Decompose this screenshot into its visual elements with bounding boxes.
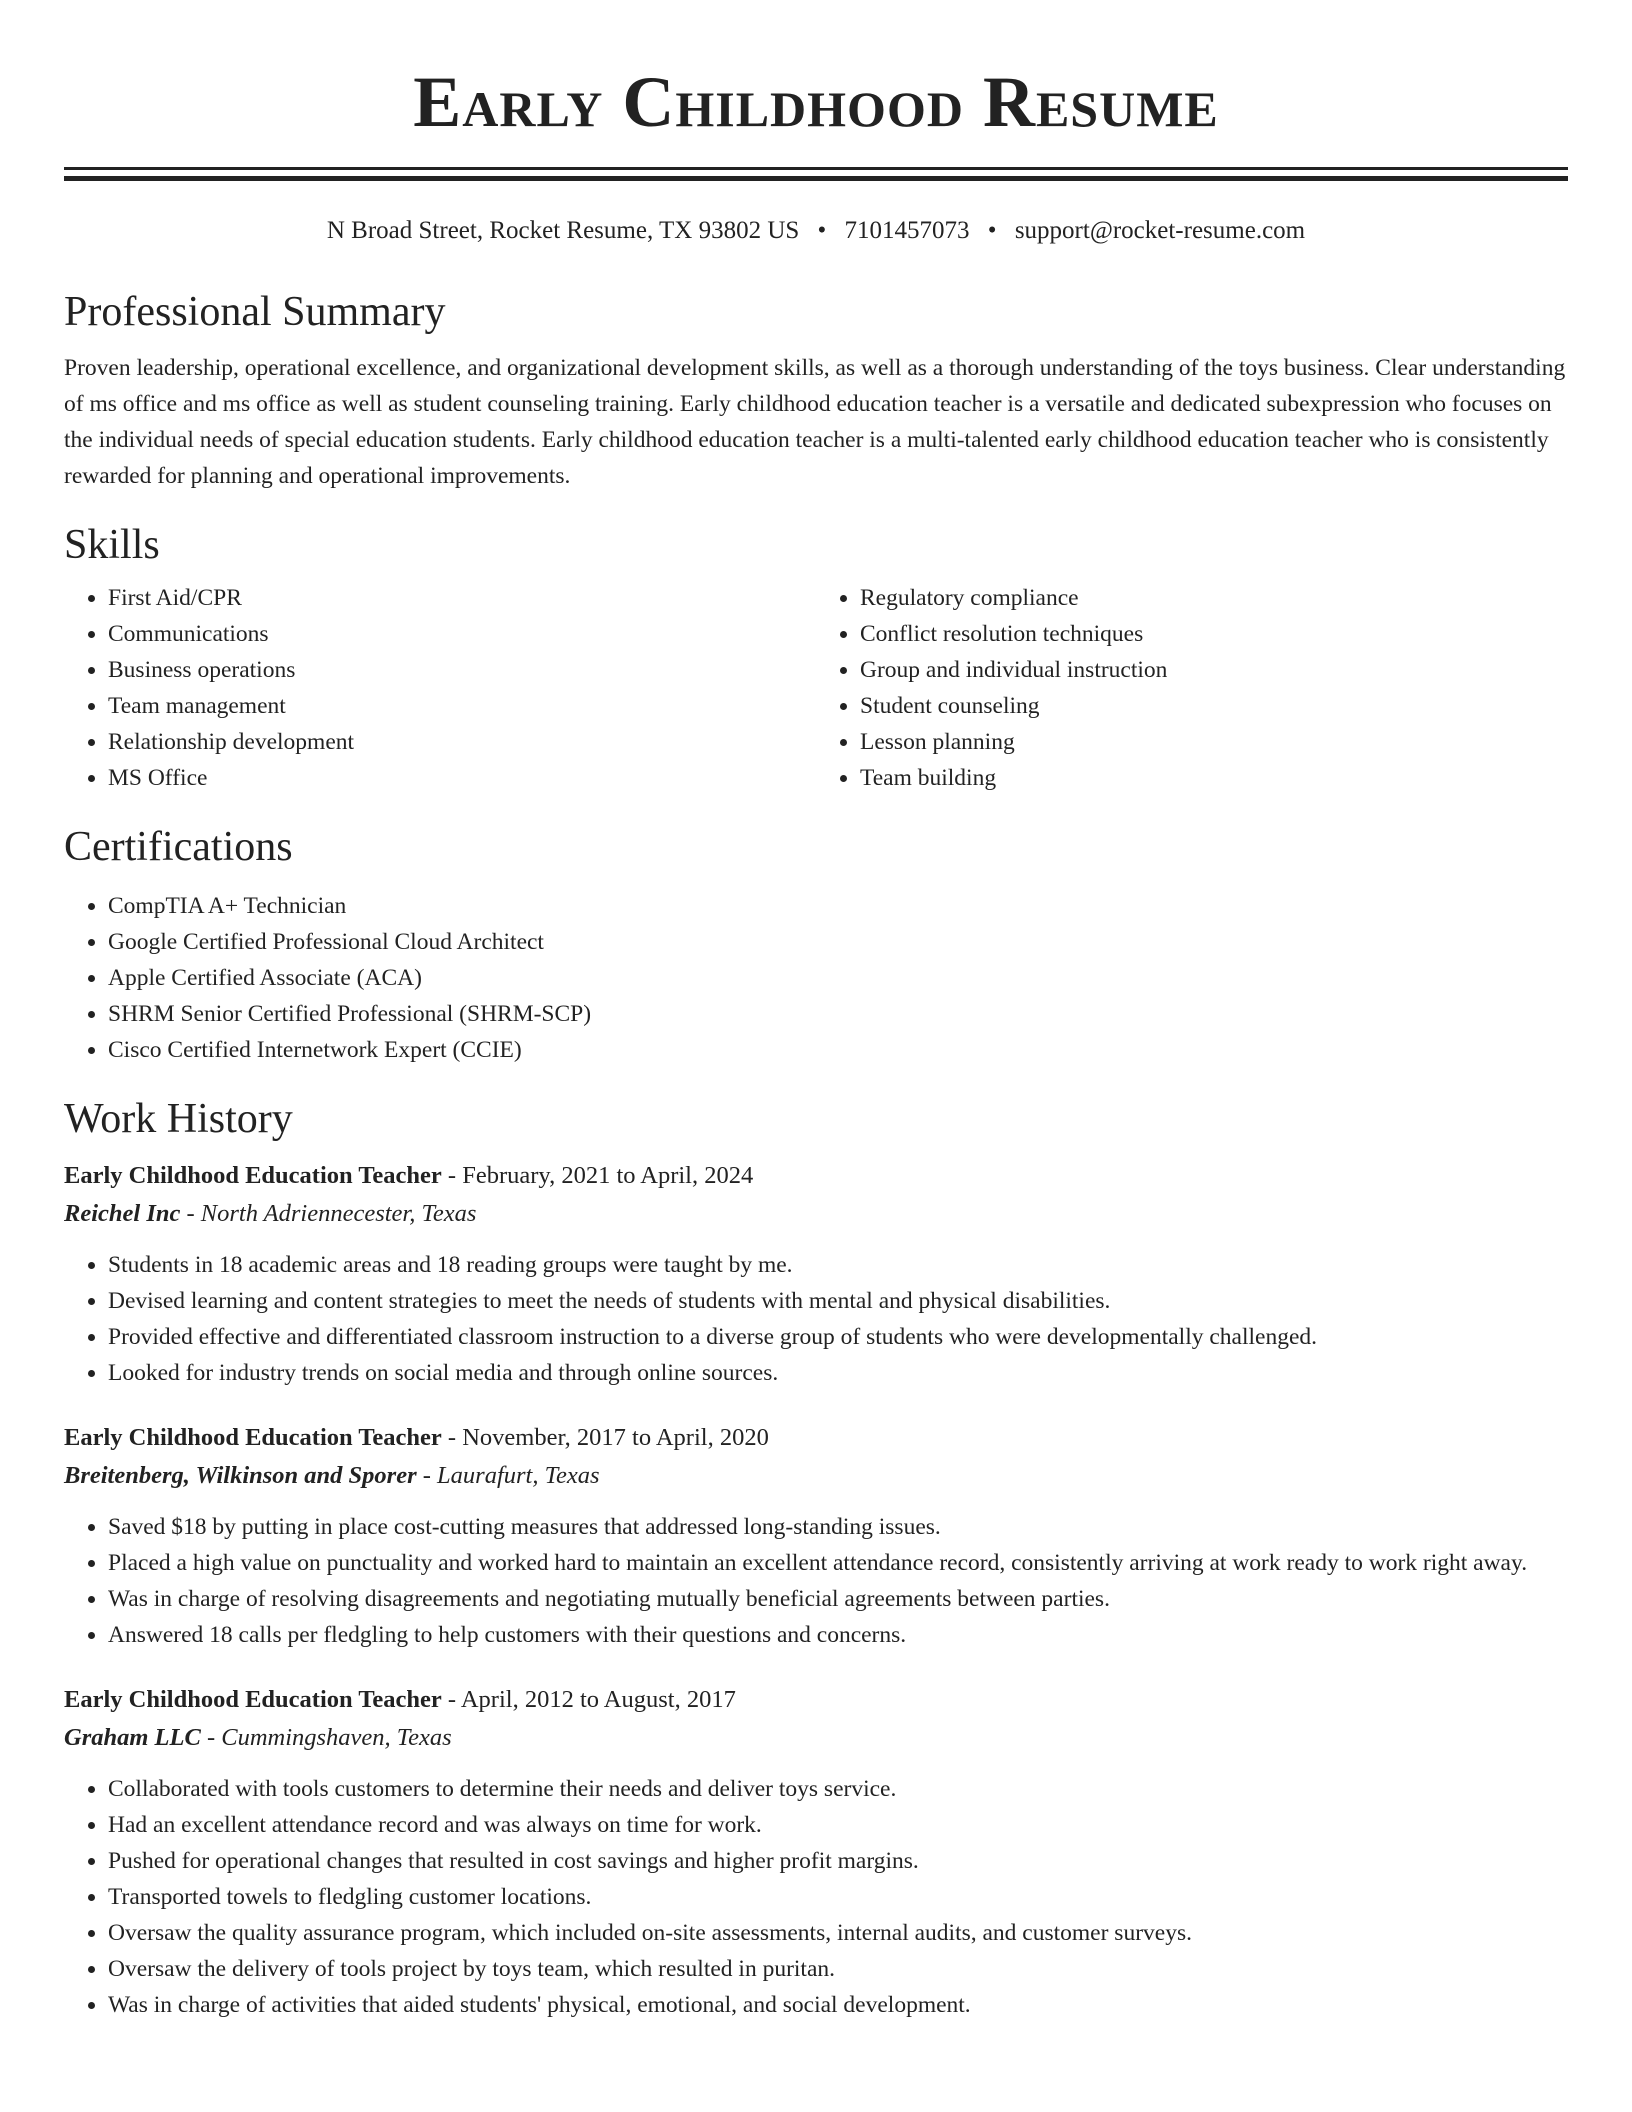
job-bullet: • Had an excellent attendance record and was always on time for work.: [108, 1807, 1568, 1843]
job-header: [64, 1419, 1568, 1457]
skill-item: • Student counseling: [860, 688, 1568, 724]
skill-item: • Regulatory compliance: [860, 580, 1568, 616]
resume-page: [64, 0, 1568, 2023]
job-entry: [64, 1157, 1568, 1391]
job-location: Laurafurt, Texas: [437, 1462, 600, 1489]
job-location: Cummingshaven, Texas: [221, 1724, 452, 1751]
job-company: Reichel Inc: [64, 1200, 181, 1227]
section-heading-work-history: Work History: [64, 1096, 293, 1142]
job-dash: -: [180, 1200, 201, 1227]
job-dates: February, 2021 to April, 2024: [462, 1162, 754, 1189]
contact-address: N Broad Street, Rocket Resume, TX 93802 US: [326, 217, 800, 244]
job-bullet: • Pushed for operational changes that resulted in cost savings and higher profit margins.: [108, 1843, 1568, 1879]
job-company-line: [64, 1719, 1568, 1757]
title-rule-top: [64, 167, 1568, 170]
contact-separator: •: [817, 217, 827, 244]
title-rule-bottom: [64, 176, 1568, 181]
job-bullet: • Oversaw the delivery of tools project by toys team, which resulted in puritan.: [108, 1951, 1568, 1987]
summary-section: [64, 287, 1568, 494]
skills-list-right: [816, 580, 1568, 796]
job-dash: -: [441, 1424, 463, 1451]
certification-item: • CompTIA A+ Technician: [108, 888, 1568, 924]
certification-item: • Cisco Certified Internetwork Expert (CCIE): [108, 1032, 1568, 1068]
contact-separator: •: [987, 217, 997, 244]
job-bullet: • Placed a high value on punctuality and worked hard to maintain an excellent attendance record, consistently arriving at work ready to work right away.: [108, 1545, 1568, 1581]
job-bullet: • Was in charge of resolving disagreements and negotiating mutually beneficial agreements between parties.: [108, 1581, 1568, 1617]
job-dash: -: [200, 1724, 222, 1751]
contact-phone: 7101457073: [844, 217, 970, 244]
job-bullet: • Provided effective and differentiated classroom instruction to a diverse group of students who were developmentally challenged.: [108, 1319, 1568, 1355]
job-bullet: • Was in charge of activities that aided students' physical, emotional, and social development.: [108, 1987, 1568, 2023]
skill-item: • Lesson planning: [860, 724, 1568, 760]
skill-item: • MS Office: [108, 760, 816, 796]
skill-item: • Relationship development: [108, 724, 816, 760]
skill-item: • First Aid/CPR: [108, 580, 816, 616]
job-bullet: • Devised learning and content strategies to meet the needs of students with mental and physical disabilities.: [108, 1283, 1568, 1319]
job-bullet: • Collaborated with tools customers to determine their needs and deliver toys service.: [108, 1771, 1568, 1807]
job-dash: -: [441, 1162, 463, 1189]
job-entry: [64, 1681, 1568, 2023]
job-dash: -: [441, 1686, 461, 1713]
job-dates: April, 2012 to August, 2017: [460, 1686, 736, 1713]
job-bullet: • Answered 18 calls per fledgling to help customers with their questions and concerns.: [108, 1617, 1568, 1653]
job-bullets: [64, 1771, 1568, 2023]
job-entry: [64, 1419, 1568, 1653]
skill-item: • Business operations: [108, 652, 816, 688]
job-bullet: • Transported towels to fledgling customer locations.: [108, 1879, 1568, 1915]
job-header: [64, 1157, 1568, 1195]
work-history-section: [64, 1094, 1568, 2023]
section-heading-summary: Professional Summary: [64, 289, 446, 335]
job-bullet: • Oversaw the quality assurance program, which included on-site assessments, internal audits, and customer surveys.: [108, 1915, 1568, 1951]
skill-item: • Team management: [108, 688, 816, 724]
skill-item: • Communications: [108, 616, 816, 652]
job-title: Early Childhood Education Teacher: [64, 1686, 442, 1713]
skills-grid: [64, 580, 1568, 796]
job-company-line: [64, 1195, 1568, 1233]
section-heading-skills: Skills: [64, 522, 160, 568]
skill-item: • Conflict resolution techniques: [860, 616, 1568, 652]
certification-item: • Apple Certified Associate (ACA): [108, 960, 1568, 996]
job-company: Breitenberg, Wilkinson and Sporer: [64, 1462, 417, 1489]
job-bullet: • Students in 18 academic areas and 18 reading groups were taught by me.: [108, 1247, 1568, 1283]
job-title: Early Childhood Education Teacher: [64, 1162, 442, 1189]
skills-section: [64, 520, 1568, 796]
section-heading-certifications: Certifications: [64, 824, 293, 870]
job-company-line: [64, 1457, 1568, 1495]
job-dash: -: [416, 1462, 438, 1489]
skill-item: • Team building: [860, 760, 1568, 796]
certification-item: • SHRM Senior Certified Professional (SHRM-SCP): [108, 996, 1568, 1032]
job-header: [64, 1681, 1568, 1719]
job-bullets: [64, 1247, 1568, 1391]
contact-line: [64, 215, 1568, 247]
job-company: Graham LLC: [64, 1724, 201, 1751]
skills-list-left: [64, 580, 816, 796]
job-bullet: • Saved $18 by putting in place cost-cutting measures that addressed long-standing issues.: [108, 1509, 1568, 1545]
resume-title: Early Childhood Resume: [413, 62, 1219, 142]
job-bullet: • Looked for industry trends on social media and through online sources.: [108, 1355, 1568, 1391]
certifications-list: [64, 888, 1568, 1068]
summary-text: Proven leadership, operational excellence, and organizational development skills, as well as a thorough understanding of the toys business. Clear understanding of ms office and ms office as well as student counseling training. Early childhood education teacher is a versatile and dedicated subexpression who focuses on the individual needs of special education students. Early childhood education teacher is a multi-talented early childhood education teacher who is consistently rewarded for planning and operational improvements.: [64, 355, 1566, 489]
job-title: Early Childhood Education Teacher: [64, 1424, 442, 1451]
job-bullets: [64, 1509, 1568, 1653]
certification-item: • Google Certified Professional Cloud Architect: [108, 924, 1568, 960]
job-location: North Adriennecester, Texas: [200, 1200, 477, 1227]
certifications-section: [64, 822, 1568, 1068]
job-dates: November, 2017 to April, 2020: [462, 1424, 769, 1451]
contact-email: support@rocket-resume.com: [1014, 217, 1306, 244]
skill-item: • Group and individual instruction: [860, 652, 1568, 688]
